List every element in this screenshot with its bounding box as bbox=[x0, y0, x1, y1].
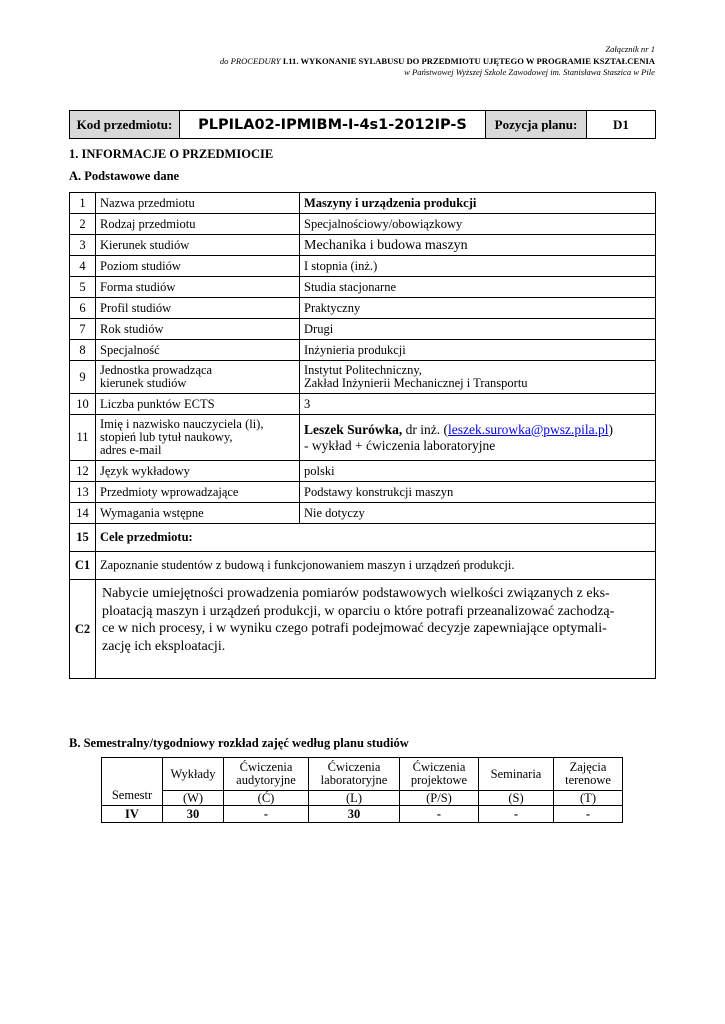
row-value: Specjalnościowy/obowiązkowy bbox=[300, 214, 656, 235]
goal-text-line: zację ich eksploatacji. bbox=[102, 638, 226, 654]
header-line: laboratoryjne bbox=[320, 773, 388, 787]
schedule-table bbox=[101, 757, 623, 823]
course-code-table bbox=[69, 110, 656, 139]
abbr-cell: (W) bbox=[163, 791, 224, 806]
course-code-value: PLPILA02-IPMIBM-I-4s1-2012IP-S bbox=[180, 111, 486, 139]
table-row bbox=[70, 361, 656, 394]
schedule-cell: 30 bbox=[163, 806, 224, 823]
header-line: Ćwiczenia bbox=[239, 760, 293, 774]
row-label-line: adres e-mail bbox=[100, 443, 162, 457]
row-value: Praktyczny bbox=[300, 298, 656, 319]
abbr-cell: (S) bbox=[479, 791, 554, 806]
abbr-cell: (P/S) bbox=[400, 791, 479, 806]
row-number: 11 bbox=[70, 415, 96, 461]
abbr-cell: (Ć) bbox=[224, 791, 309, 806]
row-value bbox=[300, 361, 656, 394]
table-row bbox=[70, 461, 656, 482]
schedule-abbr-row bbox=[102, 791, 623, 806]
procedure-note bbox=[220, 56, 655, 68]
basic-data-table bbox=[69, 192, 656, 679]
section-1-title: 1. INFORMACJE O PRZEDMIOCIE bbox=[69, 147, 274, 161]
course-code-label: Kod przedmiotu: bbox=[70, 111, 180, 139]
goal-text-line: ploatacją maszyn i urządzeń produkcji, w oparciu o które potrafi przeanalizować zachodzą- bbox=[102, 603, 615, 619]
row-label-line: kierunek studiów bbox=[100, 376, 187, 390]
row-number: 6 bbox=[70, 298, 96, 319]
row-label bbox=[96, 415, 300, 461]
row-label: Profil studiów bbox=[96, 298, 300, 319]
row-value: Studia stacjonarne bbox=[300, 277, 656, 298]
teacher-line bbox=[304, 422, 651, 438]
section-a-title: A. Podstawowe dane bbox=[69, 169, 180, 183]
teacher-email-link[interactable]: leszek.surowka@pwsz.pila.pl bbox=[448, 421, 609, 437]
header-line: Ćwiczenia bbox=[412, 760, 466, 774]
row-number: 10 bbox=[70, 394, 96, 415]
teacher-email-close: ) bbox=[608, 421, 614, 437]
schedule-cell: - bbox=[479, 806, 554, 823]
goal-text: Zapoznanie studentów z budową i funkcjonowaniem maszyn i urządzeń produkcji. bbox=[96, 552, 656, 580]
plan-position-value: D1 bbox=[587, 111, 656, 139]
row-number: 2 bbox=[70, 214, 96, 235]
lectures-header: Wykłady bbox=[163, 758, 224, 791]
table-row bbox=[70, 193, 656, 214]
document-header bbox=[220, 44, 655, 79]
row-label: Poziom studiów bbox=[96, 256, 300, 277]
header-line: Zajęcia bbox=[569, 760, 607, 774]
table-row bbox=[70, 319, 656, 340]
table-row bbox=[70, 235, 656, 256]
auditorium-header bbox=[224, 758, 309, 791]
row-label: Wymagania wstępne bbox=[96, 503, 300, 524]
row-label: Nazwa przedmiotu bbox=[96, 193, 300, 214]
laboratory-header bbox=[309, 758, 400, 791]
schedule-header-row bbox=[102, 758, 623, 791]
table-row bbox=[70, 482, 656, 503]
section-b-title: B. Semestralny/tygodniowy rozkład zajęć według planu studiów bbox=[69, 736, 409, 750]
row-number: 13 bbox=[70, 482, 96, 503]
semester-header: Semestr bbox=[102, 758, 163, 806]
abbr-cell: (L) bbox=[309, 791, 400, 806]
row-value: Podstawy konstrukcji maszyn bbox=[300, 482, 656, 503]
row-value: Mechanika i budowa maszyn bbox=[300, 235, 656, 256]
row-label: Język wykładowy bbox=[96, 461, 300, 482]
schedule-cell: 30 bbox=[309, 806, 400, 823]
attachment-note: Załącznik nr 1 bbox=[605, 44, 655, 54]
row-label-line: Imię i nazwisko nauczyciela (li), bbox=[100, 417, 264, 431]
row-number: 9 bbox=[70, 361, 96, 394]
schedule-cell: - bbox=[400, 806, 479, 823]
goal-row bbox=[70, 580, 656, 679]
row-number: 8 bbox=[70, 340, 96, 361]
row-value: I stopnia (inż.) bbox=[300, 256, 656, 277]
row-number: 12 bbox=[70, 461, 96, 482]
table-row bbox=[70, 277, 656, 298]
table-row bbox=[70, 298, 656, 319]
row-label: Liczba punktów ECTS bbox=[96, 394, 300, 415]
row-number: 5 bbox=[70, 277, 96, 298]
row-label-line: Jednostka prowadząca bbox=[100, 363, 213, 377]
goal-text-line: ce w nich procesy, i w wyniku czego potrafi podejmować decyzje zapewniające optymali- bbox=[102, 621, 607, 636]
row-value-line: Zakład Inżynierii Mechanicznej i Transportu bbox=[304, 376, 528, 390]
plan-position-label: Pozycja planu: bbox=[486, 111, 587, 139]
schedule-cell: - bbox=[554, 806, 623, 823]
schedule-data-row bbox=[102, 806, 623, 823]
row-label: Rodzaj przedmiotu bbox=[96, 214, 300, 235]
teacher-duties: - wykład + ćwiczenia laboratoryjne bbox=[304, 437, 496, 453]
row-number: 3 bbox=[70, 235, 96, 256]
row-label: Kierunek studiów bbox=[96, 235, 300, 256]
row-value bbox=[300, 415, 656, 461]
goal-number: C1 bbox=[70, 552, 96, 580]
row-value: Inżynieria produkcji bbox=[300, 340, 656, 361]
table-row bbox=[70, 256, 656, 277]
row-label: Rok studiów bbox=[96, 319, 300, 340]
row-value: 3 bbox=[300, 394, 656, 415]
goal-text-line: Nabycie umiejętności prowadzenia pomiarów podstawowych wielkości związanych z eks- bbox=[102, 586, 610, 601]
field-classes-header bbox=[554, 758, 623, 791]
project-header bbox=[400, 758, 479, 791]
row-label bbox=[96, 361, 300, 394]
row-number: 7 bbox=[70, 319, 96, 340]
seminars-header: Seminaria bbox=[479, 758, 554, 791]
header-line: audytoryjne bbox=[236, 773, 296, 787]
row-value: polski bbox=[300, 461, 656, 482]
row-value: Drugi bbox=[300, 319, 656, 340]
row-value-line: Instytut Politechniczny, bbox=[304, 363, 422, 377]
teacher-title: dr inż. ( bbox=[402, 421, 448, 437]
goal-row bbox=[70, 552, 656, 580]
row-label: Forma studiów bbox=[96, 277, 300, 298]
row-label: Specjalność bbox=[96, 340, 300, 361]
goals-heading: Cele przedmiotu: bbox=[96, 524, 656, 552]
row-number: 14 bbox=[70, 503, 96, 524]
row-number: 15 bbox=[70, 524, 96, 552]
procedure-prefix: do PROCEDURY bbox=[219, 55, 283, 66]
row-value: Maszyny i urządzenia produkcji bbox=[300, 193, 656, 214]
table-row bbox=[70, 415, 656, 461]
row-value: Nie dotyczy bbox=[300, 503, 656, 524]
table-row bbox=[70, 503, 656, 524]
abbr-cell: (T) bbox=[554, 791, 623, 806]
table-row bbox=[70, 214, 656, 235]
teacher-name: Leszek Surówka, bbox=[304, 421, 403, 437]
header-line: terenowe bbox=[565, 773, 611, 787]
row-label-line: stopień lub tytuł naukowy, bbox=[100, 430, 233, 444]
row-label: Przedmioty wprowadzające bbox=[96, 482, 300, 503]
goals-header-row bbox=[70, 524, 656, 552]
table-row bbox=[70, 394, 656, 415]
goal-number: C2 bbox=[70, 580, 96, 679]
schedule-cell: IV bbox=[102, 806, 163, 823]
goal-text bbox=[96, 580, 656, 679]
header-line: Ćwiczenia bbox=[327, 760, 381, 774]
row-number: 4 bbox=[70, 256, 96, 277]
table-row bbox=[70, 340, 656, 361]
header-line: projektowe bbox=[410, 773, 468, 787]
schedule-cell: - bbox=[224, 806, 309, 823]
school-note: w Państwowej Wyższej Szkole Zawodowej im. Stanisława Staszica w Pile bbox=[404, 67, 655, 77]
procedure-title: I.11. WYKONANIE SYLABUSU DO PRZEDMIOTU UJĘTEGO W PROGRAMIE KSZTAŁCENIA bbox=[282, 55, 655, 66]
row-number: 1 bbox=[70, 193, 96, 214]
